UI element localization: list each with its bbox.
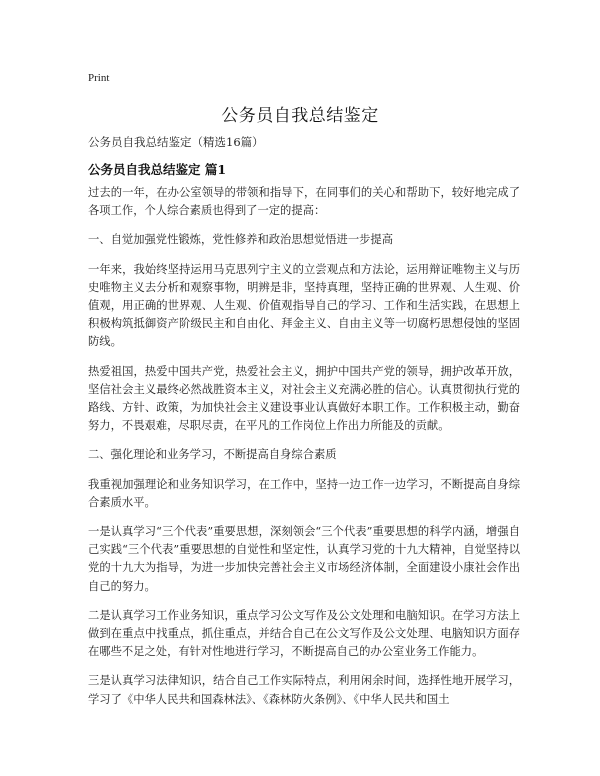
paragraph: 二是认真学习工作业务知识，重点学习公文写作及公文处理和电脑知识。在学习方法上做到在重点中找重点，抓住重点，并结合自己在公文写作及公文处理、电脑知识方面存在哪些不足之处，有针对性地进行学习，不断提高自己的办公室业务工作能力。 [88, 608, 520, 659]
paragraph: 一是认真学习“三个代表”重要思想，深刻领会“三个代表”重要思想的科学内涵，增强自己实践“三个代表”重要思想的自觉性和坚定性，认真学习党的十九大精神，自觉坚持以党的十九大为指导，为进一步加快完善社会主义市场经济体制，全面建设小康社会作出自己的努力。 [88, 525, 520, 593]
paragraph: 过去的一年，在办公室领导的带领和指导下，在同事们的关心和帮助下，较好地完成了各项工作，个人综合素质也得到了一定的提高： [88, 186, 520, 218]
paragraph: 三是认真学习法律知识，结合自己工作实际特点，利用闲余时间，选择性地开展学习，学习了《中华人民共和国森林法》、《森林防火条例》、《中华人民共和国土 [88, 674, 520, 706]
document-subtitle: 公务员自我总结鉴定（精选16篇） [88, 135, 264, 149]
document-body [88, 184, 520, 720]
print-link[interactable]: Print [88, 72, 110, 84]
paragraph: 我重视加强理论和业务知识学习，在工作中，坚持一边工作一边学习，不断提高自身综合素质水平。 [88, 477, 520, 509]
paragraph: 一、自觉加强党性锻炼，党性修养和政治思想觉悟进一步提高 [88, 233, 394, 247]
paragraph: 二、强化理论和业务学习，不断提高自身综合素质 [88, 448, 337, 462]
section-heading: 公务员自我总结鉴定 篇1 [88, 162, 227, 177]
paragraph: 热爱祖国，热爱中国共产党，热爱社会主义，拥护中国共产党的领导，拥护改革开放，坚信社会主义最终必然战胜资本主义，对社会主义充满必胜的信心。认真贯彻执行党的路线、方针、政策，为加快社会主义建设事业认真做好本职工作。工作积极主动，勤奋努力，不畏艰难，尽职尽责，在平凡的工作岗位上作出力所能及的贡献。 [88, 364, 520, 433]
paragraph: 一年来，我始终坚持运用马克思列宁主义的立尝观点和方法论，运用辩证唯物主义与历史唯物主义去分析和观察事物，明辨是非，坚持真理，坚持正确的世界观、人生观、价值观，用正确的世界观、人生观、价值观指导自己的学习、工作和生活实践，在思想上积极构筑抵御资产阶级民主和自由化、拜金主义、自由主义等一切腐朽思想侵蚀的坚固防线。 [88, 262, 520, 349]
document-title: 公务员自我总结鉴定 [221, 106, 379, 126]
